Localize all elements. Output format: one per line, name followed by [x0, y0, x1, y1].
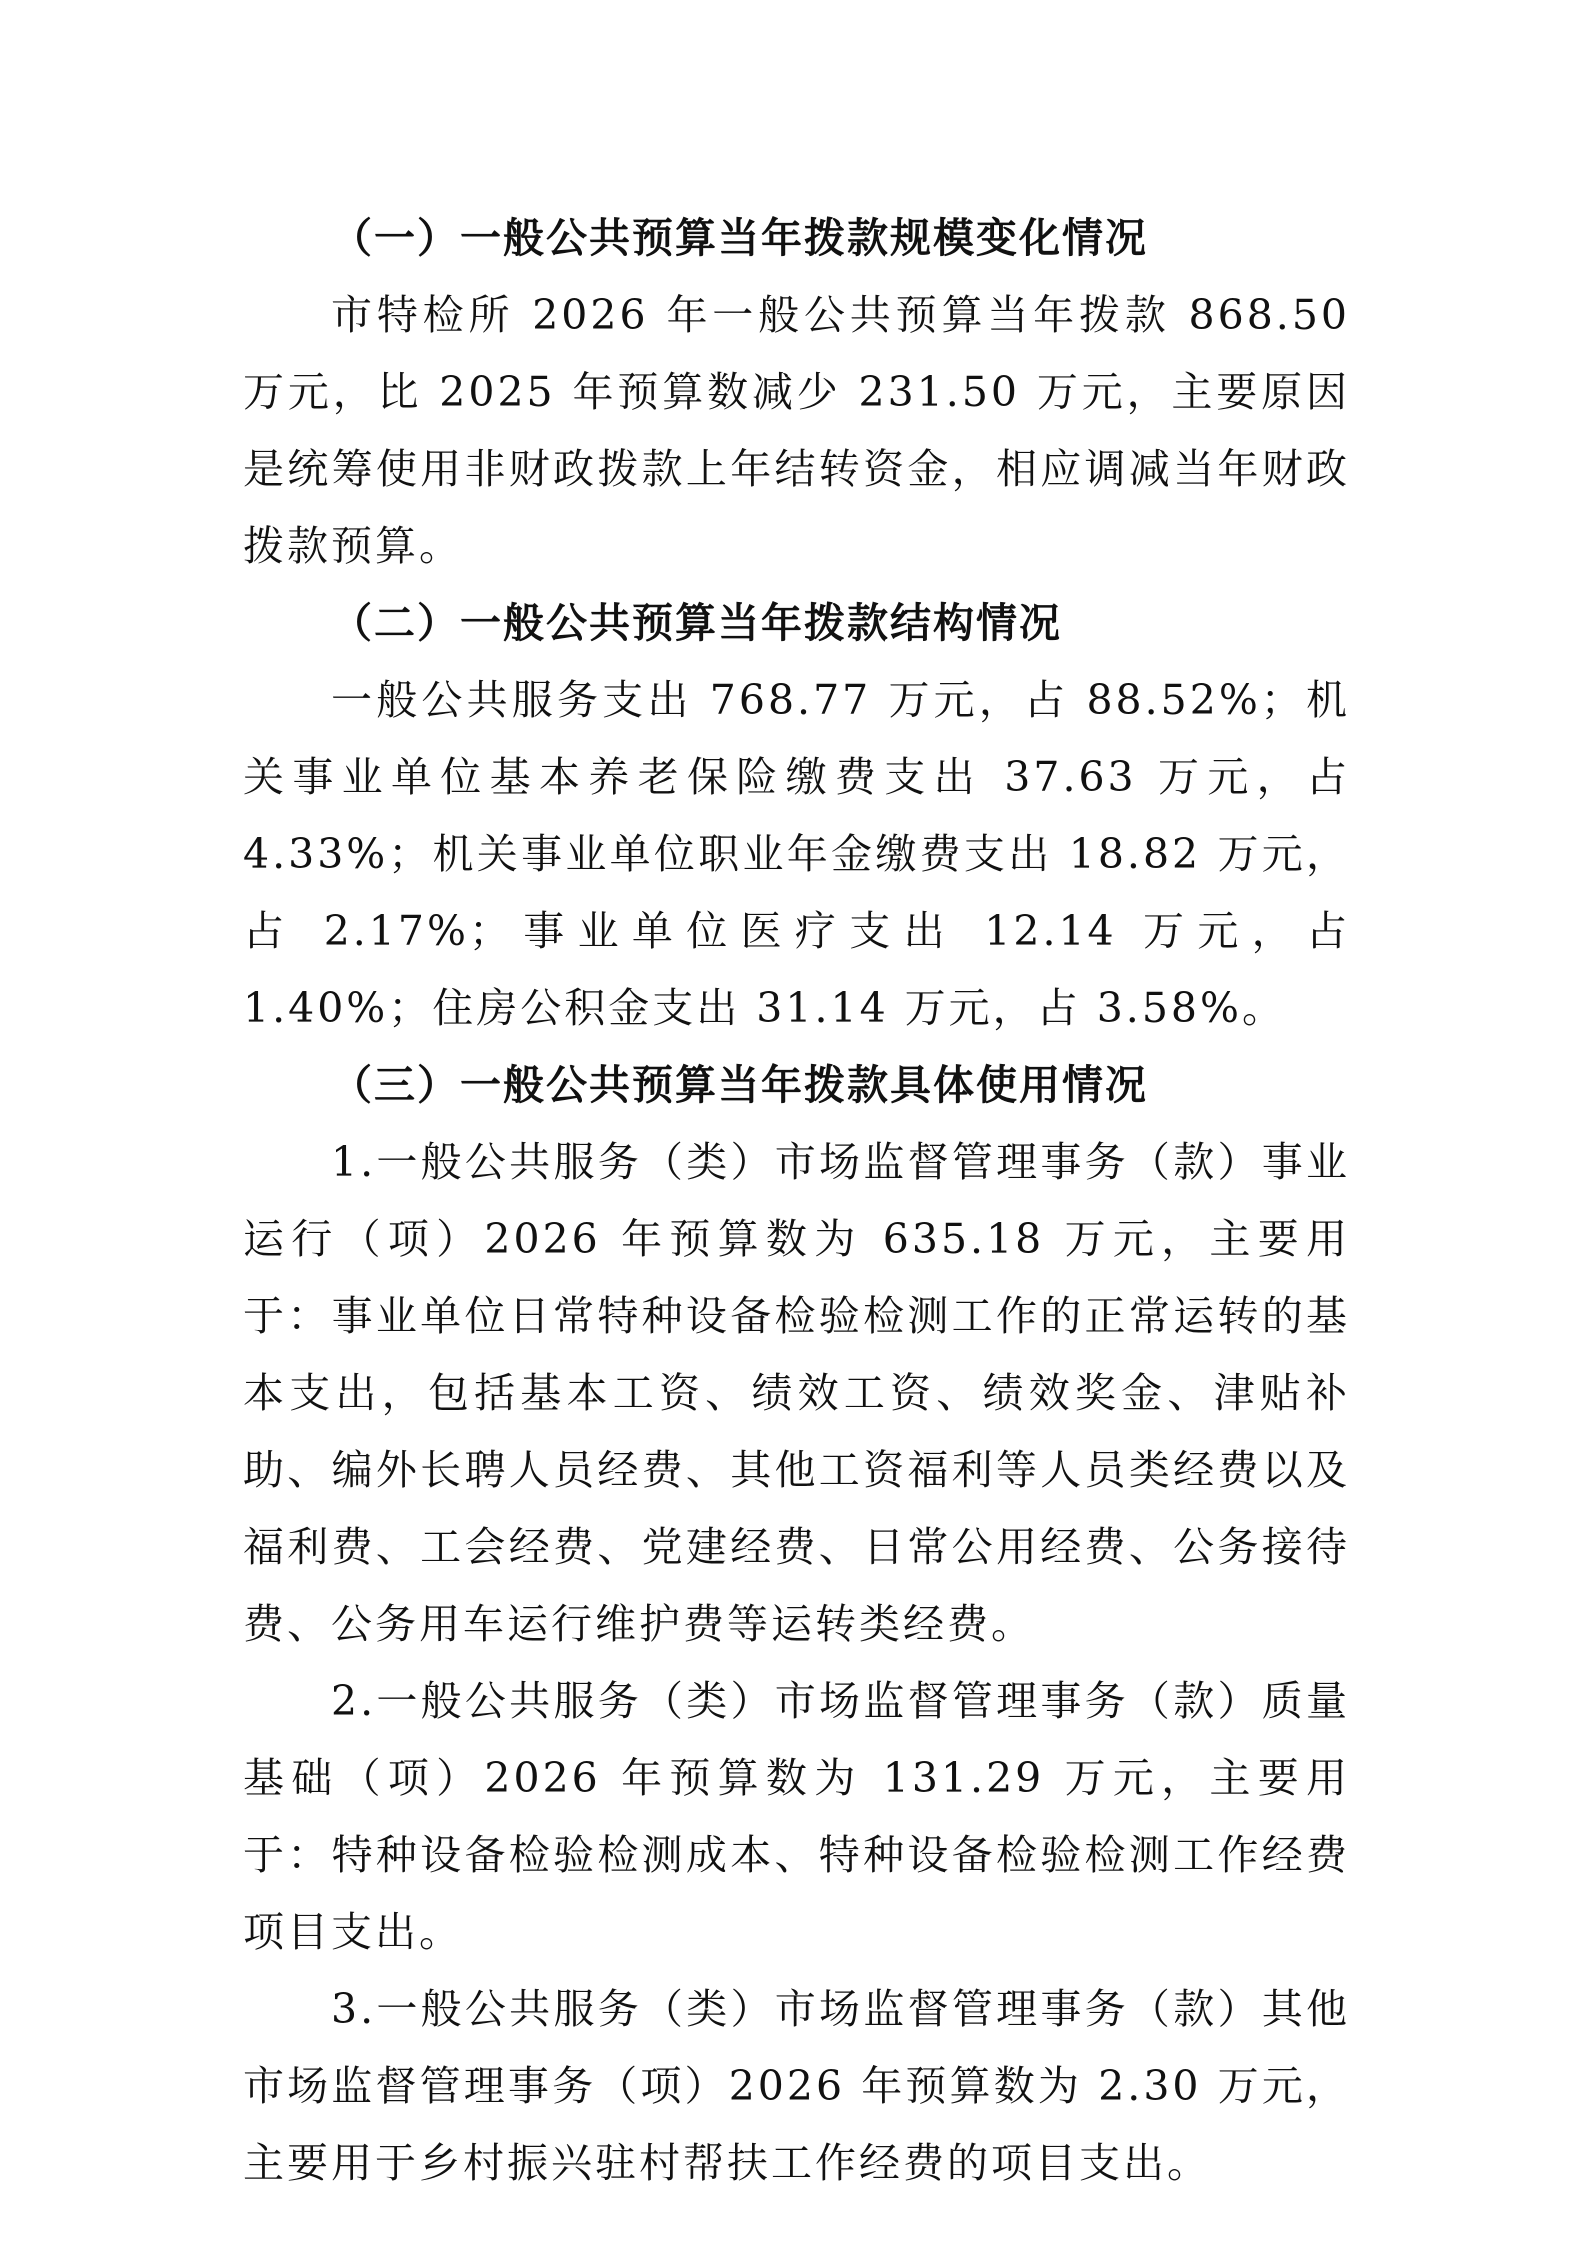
usage-item-2: 2.一般公共服务（类）市场监督管理事务（款）质量基础（项）2026 年预算数为 131.29 万元，主要用于：特种设备检验检测成本、特种设备检验检测工作经费项目支出。 [243, 1677, 1350, 1956]
document-page [243, 200, 1350, 2202]
section-heading-2: （二）一般公共预算当年拨款结构情况 [331, 599, 1062, 647]
section-heading-3: （三）一般公共预算当年拨款具体使用情况 [331, 1061, 1148, 1109]
section-heading-1: （一）一般公共预算当年拨款规模变化情况 [331, 214, 1148, 262]
usage-item-1: 1.一般公共服务（类）市场监督管理事务（款）事业运行（项）2026 年预算数为 635.18 万元，主要用于：事业单位日常特种设备检验检测工作的正常运转的基本支出，包括基本工资、绩效工资、绩效奖金、津贴补助、编外长聘人员经费、其他工资福利等人员类经费以及福利费、工会经费、党建经费、日常公用经费、公务接待费、公务用车运行维护费等运转类经费。 [243, 1138, 1350, 1648]
usage-item-3: 3.一般公共服务（类）市场监督管理事务（款）其他市场监督管理事务（项）2026 年预算数为 2.30 万元，主要用于乡村振兴驻村帮扶工作经费的项目支出。 [243, 1985, 1350, 2187]
section-paragraph-2: 一般公共服务支出 768.77 万元，占 88.52%；机关事业单位基本养老保险缴费支出 37.63 万元，占 4.33%；机关事业单位职业年金缴费支出 18.82 万元，占 2.17%；事业单位医疗支出 12.14 万元，占 1.40%；住房公积金支出 31.14 万元，占 3.58%。 [243, 676, 1350, 1032]
section-paragraph-1: 市特检所 2026 年一般公共预算当年拨款 868.50 万元，比 2025 年预算数减少 231.50 万元，主要原因是统筹使用非财政拨款上年结转资金，相应调减当年财政拨款预算。 [243, 291, 1350, 570]
